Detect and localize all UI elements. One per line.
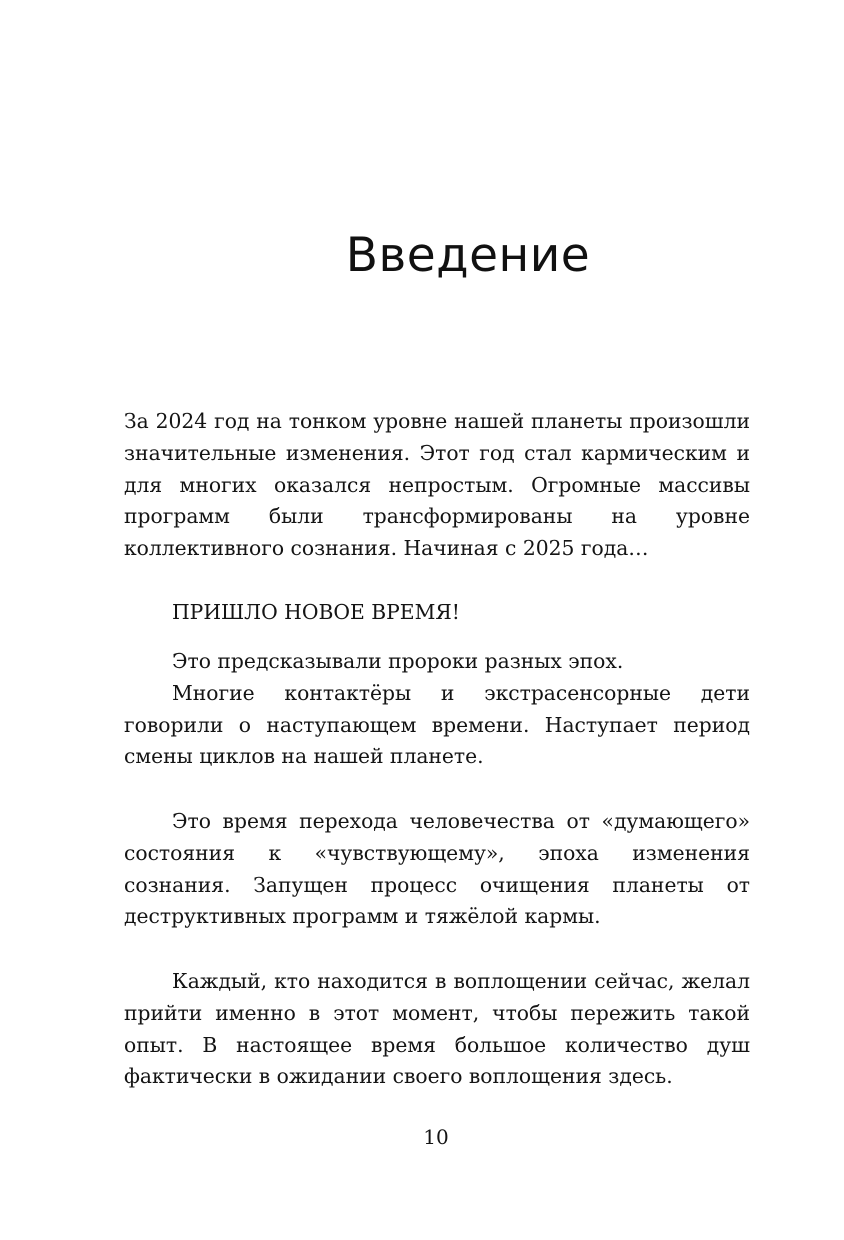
paragraph-intro-block bbox=[124, 406, 750, 565]
paragraph-prophets-block bbox=[124, 646, 750, 773]
paragraph-prophets: Это предсказывали пророки разных эпох. bbox=[172, 649, 624, 673]
chapter-title: Введение bbox=[345, 228, 591, 283]
section-heading-block bbox=[124, 597, 750, 629]
paragraph-contacts: Многие контактёры и экстрасенсорные дети говорили о наступающем времени. Наступает период смены циклов на нашей планете. bbox=[124, 680, 750, 769]
paragraph-incarnation: Каждый, кто находится в воплощении сейчас, желал прийти именно в этот момент, чтобы пережить такой опыт. В настоящее время большое количество душ фактически в ожидании своего воплощения здесь. bbox=[124, 969, 750, 1089]
paragraph-incarnation-block bbox=[124, 966, 750, 1093]
page-number: 10 bbox=[423, 1125, 449, 1149]
paragraph-transition: Это время перехода человечества от «думающего» состояния к «чувствующему», эпоха изменения сознания. Запущен процесс очищения планеты от деструктивных программ и тяжёлой кармы. bbox=[124, 809, 750, 929]
section-heading: ПРИШЛО НОВОЕ ВРЕМЯ! bbox=[172, 600, 460, 624]
paragraph-intro: За 2024 год на тонком уровне нашей планеты произошли значительные изменения. Этот год стал кармическим и для многих оказался непростым. Огромные массивы программ были трансформированы на уровне коллективного сознания. Начиная с 2025 года… bbox=[124, 409, 750, 561]
paragraph-transition-block bbox=[124, 806, 750, 933]
